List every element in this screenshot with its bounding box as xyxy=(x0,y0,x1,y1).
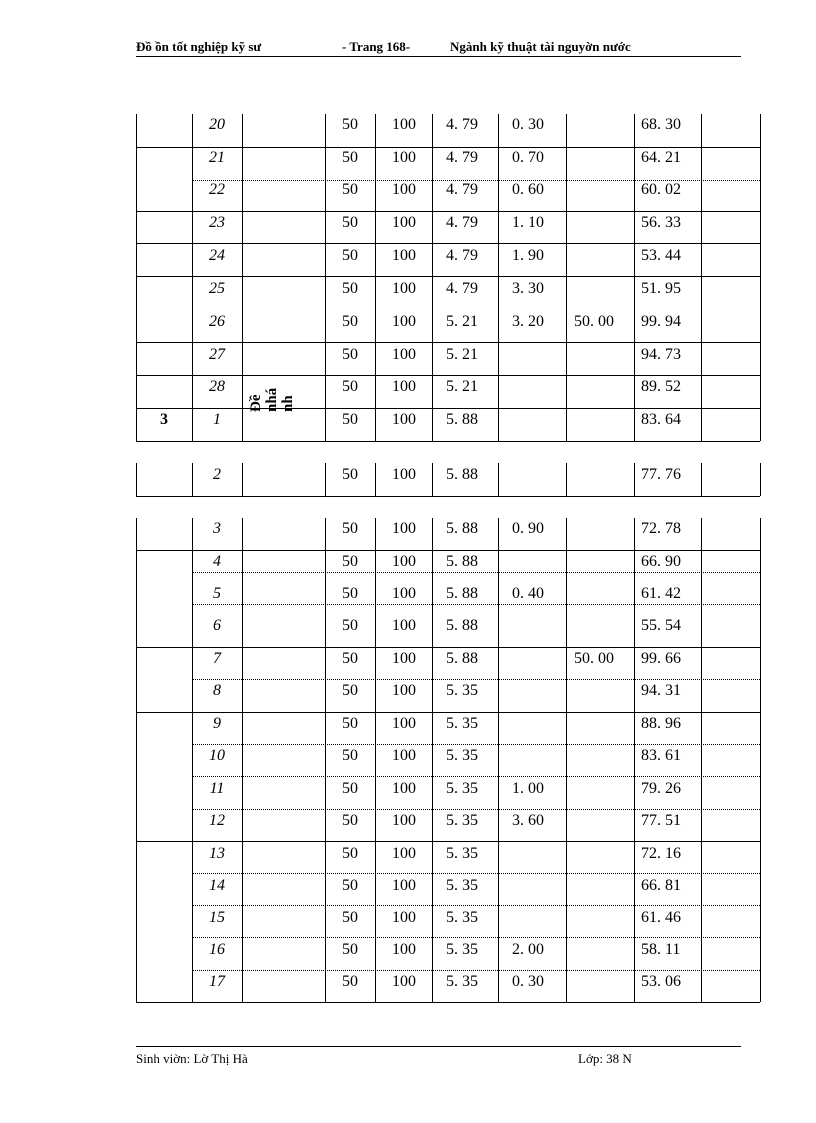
value-f-cell: 99. 94 xyxy=(641,313,681,330)
value-c-cell: 5. 35 xyxy=(446,877,478,894)
value-f-cell: 72. 78 xyxy=(641,520,681,537)
table-row xyxy=(136,465,760,485)
table-row-rule xyxy=(136,342,760,343)
value-a-cell: 50 xyxy=(342,411,358,428)
table-row xyxy=(136,681,760,701)
index-cell: 12 xyxy=(209,812,225,829)
value-e-cell: 50. 00 xyxy=(574,650,614,667)
table-row xyxy=(136,584,760,604)
value-c-cell: 5. 35 xyxy=(446,812,478,829)
table-row-rule-dotted xyxy=(192,905,760,906)
table-row xyxy=(136,213,760,233)
value-c-cell: 4. 79 xyxy=(446,181,478,198)
value-a-cell: 50 xyxy=(342,812,358,829)
table-row-rule xyxy=(136,211,760,212)
index-cell: 25 xyxy=(209,280,225,297)
value-c-cell: 5. 88 xyxy=(446,520,478,537)
index-cell: 28 xyxy=(209,378,225,395)
table-row-rule-dotted xyxy=(192,776,760,777)
table-row xyxy=(136,148,760,168)
table-row xyxy=(136,180,760,200)
table-border-line xyxy=(136,1002,760,1003)
value-a-cell: 50 xyxy=(342,247,358,264)
table-column-rule xyxy=(760,518,761,1002)
value-b-cell: 100 xyxy=(392,650,416,667)
value-c-cell: 5. 21 xyxy=(446,313,478,330)
value-a-cell: 50 xyxy=(342,346,358,363)
value-e-cell: 50. 00 xyxy=(574,313,614,330)
group-cell: 3 xyxy=(160,411,168,428)
value-c-cell: 5. 88 xyxy=(446,650,478,667)
index-cell: 6 xyxy=(213,617,221,634)
table-row-rule-dotted xyxy=(192,572,760,573)
table-row xyxy=(136,616,760,636)
value-d-cell: 0. 70 xyxy=(512,149,544,166)
index-cell: 13 xyxy=(209,845,225,862)
value-f-cell: 77. 76 xyxy=(641,466,681,483)
value-d-cell: 2. 00 xyxy=(512,941,544,958)
value-b-cell: 100 xyxy=(392,280,416,297)
table-column-rule xyxy=(760,114,761,441)
index-cell: 21 xyxy=(209,149,225,166)
index-cell: 27 xyxy=(209,346,225,363)
value-a-cell: 50 xyxy=(342,116,358,133)
index-cell: 16 xyxy=(209,941,225,958)
table-row xyxy=(136,115,760,135)
value-c-cell: 4. 79 xyxy=(446,247,478,264)
table-row-rule-dotted xyxy=(192,873,760,874)
value-f-cell: 94. 31 xyxy=(641,682,681,699)
value-a-cell: 50 xyxy=(342,181,358,198)
value-a-cell: 50 xyxy=(342,280,358,297)
value-a-cell: 50 xyxy=(342,877,358,894)
page-footer xyxy=(136,1046,741,1069)
index-cell: 9 xyxy=(213,715,221,732)
value-c-cell: 5. 88 xyxy=(446,617,478,634)
table-row-rule-dotted xyxy=(192,744,760,745)
footer-student: Sinh viờn: Lờ Thị Hà xyxy=(136,1051,248,1066)
index-cell: 20 xyxy=(209,116,225,133)
value-d-cell: 3. 30 xyxy=(512,280,544,297)
table-row xyxy=(136,279,760,299)
value-c-cell: 5. 35 xyxy=(446,973,478,990)
value-b-cell: 100 xyxy=(392,116,416,133)
value-b-cell: 100 xyxy=(392,780,416,797)
value-d-cell: 1. 00 xyxy=(512,780,544,797)
value-a-cell: 50 xyxy=(342,149,358,166)
value-a-cell: 50 xyxy=(342,682,358,699)
value-a-cell: 50 xyxy=(342,650,358,667)
table-row-rule xyxy=(136,550,760,551)
value-a-cell: 50 xyxy=(342,747,358,764)
index-cell: 8 xyxy=(213,682,221,699)
vertical-column-label xyxy=(248,376,324,412)
table-column-rule xyxy=(760,463,761,496)
value-a-cell: 50 xyxy=(342,520,358,537)
value-f-cell: 66. 90 xyxy=(641,553,681,570)
value-b-cell: 100 xyxy=(392,466,416,483)
value-b-cell: 100 xyxy=(392,378,416,395)
value-a-cell: 50 xyxy=(342,715,358,732)
value-c-cell: 5. 35 xyxy=(446,845,478,862)
value-d-cell: 0. 40 xyxy=(512,585,544,602)
value-d-cell: 1. 90 xyxy=(512,247,544,264)
value-a-cell: 50 xyxy=(342,845,358,862)
table-row-rule xyxy=(136,276,760,277)
table-row xyxy=(136,940,760,960)
table-row xyxy=(136,746,760,766)
value-b-cell: 100 xyxy=(392,585,416,602)
value-b-cell: 100 xyxy=(392,553,416,570)
value-c-cell: 5. 35 xyxy=(446,941,478,958)
value-d-cell: 3. 60 xyxy=(512,812,544,829)
table-row-rule xyxy=(136,375,760,376)
value-b-cell: 100 xyxy=(392,346,416,363)
index-cell: 11 xyxy=(209,780,225,797)
value-f-cell: 72. 16 xyxy=(641,845,681,862)
table-row-rule-dotted xyxy=(192,937,760,938)
value-c-cell: 5. 21 xyxy=(446,346,478,363)
value-d-cell: 0. 60 xyxy=(512,181,544,198)
value-c-cell: 4. 79 xyxy=(446,280,478,297)
table-row-rule xyxy=(136,408,760,409)
value-a-cell: 50 xyxy=(342,909,358,926)
table-row-rule xyxy=(136,841,760,842)
table-row xyxy=(136,844,760,864)
table-row xyxy=(136,345,760,365)
table-row-rule-dotted xyxy=(192,604,760,605)
value-f-cell: 58. 11 xyxy=(641,941,681,958)
vertical-label-text: Đề nhá nh xyxy=(248,387,296,412)
index-cell: 1 xyxy=(213,411,221,428)
value-c-cell: 5. 21 xyxy=(446,378,478,395)
value-f-cell: 99. 66 xyxy=(641,650,681,667)
value-b-cell: 100 xyxy=(392,845,416,862)
index-cell: 10 xyxy=(209,747,225,764)
table-row xyxy=(136,908,760,928)
value-b-cell: 100 xyxy=(392,617,416,634)
value-c-cell: 5. 88 xyxy=(446,553,478,570)
value-f-cell: 94. 73 xyxy=(641,346,681,363)
value-c-cell: 5. 88 xyxy=(446,411,478,428)
page-header xyxy=(136,38,741,57)
table-border-line xyxy=(136,496,760,497)
value-b-cell: 100 xyxy=(392,941,416,958)
value-a-cell: 50 xyxy=(342,553,358,570)
value-c-cell: 5. 88 xyxy=(446,585,478,602)
footer-class: Lớp: 38 N xyxy=(578,1051,632,1066)
value-a-cell: 50 xyxy=(342,973,358,990)
value-b-cell: 100 xyxy=(392,149,416,166)
index-cell: 5 xyxy=(213,585,221,602)
value-a-cell: 50 xyxy=(342,585,358,602)
value-b-cell: 100 xyxy=(392,909,416,926)
table-row xyxy=(136,519,760,539)
value-b-cell: 100 xyxy=(392,214,416,231)
value-b-cell: 100 xyxy=(392,247,416,264)
table-row xyxy=(136,312,760,332)
value-d-cell: 0. 90 xyxy=(512,520,544,537)
index-cell: 26 xyxy=(209,313,225,330)
index-cell: 22 xyxy=(209,181,225,198)
value-c-cell: 5. 35 xyxy=(446,909,478,926)
value-f-cell: 64. 21 xyxy=(641,149,681,166)
value-b-cell: 100 xyxy=(392,313,416,330)
value-b-cell: 100 xyxy=(392,520,416,537)
value-f-cell: 61. 42 xyxy=(641,585,681,602)
value-b-cell: 100 xyxy=(392,682,416,699)
value-a-cell: 50 xyxy=(342,214,358,231)
value-f-cell: 53. 44 xyxy=(641,247,681,264)
value-c-cell: 5. 35 xyxy=(446,780,478,797)
value-a-cell: 50 xyxy=(342,466,358,483)
index-cell: 7 xyxy=(213,650,221,667)
table-row xyxy=(136,377,760,397)
table-row-rule xyxy=(136,647,760,648)
value-b-cell: 100 xyxy=(392,747,416,764)
value-f-cell: 66. 81 xyxy=(641,877,681,894)
value-b-cell: 100 xyxy=(392,181,416,198)
value-f-cell: 53. 06 xyxy=(641,973,681,990)
value-f-cell: 55. 54 xyxy=(641,617,681,634)
index-cell: 23 xyxy=(209,214,225,231)
value-a-cell: 50 xyxy=(342,617,358,634)
table-row xyxy=(136,876,760,896)
value-c-cell: 5. 35 xyxy=(446,747,478,764)
value-c-cell: 5. 35 xyxy=(446,715,478,732)
value-b-cell: 100 xyxy=(392,973,416,990)
table-row-rule-dotted xyxy=(192,679,760,680)
value-d-cell: 0. 30 xyxy=(512,973,544,990)
value-f-cell: 89. 52 xyxy=(641,378,681,395)
value-f-cell: 56. 33 xyxy=(641,214,681,231)
value-f-cell: 77. 51 xyxy=(641,812,681,829)
table-row xyxy=(136,714,760,734)
value-a-cell: 50 xyxy=(342,378,358,395)
table-row xyxy=(136,246,760,266)
header-doc-title: Đồ ồn tốt nghiệp kỹ sư xyxy=(136,39,262,54)
value-b-cell: 100 xyxy=(392,812,416,829)
value-c-cell: 5. 35 xyxy=(446,682,478,699)
value-f-cell: 51. 95 xyxy=(641,280,681,297)
value-d-cell: 0. 30 xyxy=(512,116,544,133)
value-a-cell: 50 xyxy=(342,780,358,797)
index-cell: 3 xyxy=(213,520,221,537)
value-d-cell: 1. 10 xyxy=(512,214,544,231)
table-border-line xyxy=(136,441,760,442)
table-row-rule xyxy=(136,712,760,713)
value-c-cell: 5. 88 xyxy=(446,466,478,483)
index-cell: 4 xyxy=(213,553,221,570)
value-f-cell: 68. 30 xyxy=(641,116,681,133)
value-f-cell: 83. 64 xyxy=(641,411,681,428)
value-a-cell: 50 xyxy=(342,941,358,958)
value-f-cell: 83. 61 xyxy=(641,747,681,764)
table-row-rule-dotted xyxy=(192,809,760,810)
table-row-rule xyxy=(136,243,760,244)
table-row xyxy=(136,779,760,799)
value-f-cell: 79. 26 xyxy=(641,780,681,797)
table-row xyxy=(136,972,760,992)
value-f-cell: 61. 46 xyxy=(641,909,681,926)
index-cell: 24 xyxy=(209,247,225,264)
value-c-cell: 4. 79 xyxy=(446,214,478,231)
index-cell: 2 xyxy=(213,466,221,483)
value-b-cell: 100 xyxy=(392,877,416,894)
value-b-cell: 100 xyxy=(392,715,416,732)
table-row xyxy=(136,811,760,831)
index-cell: 17 xyxy=(209,973,225,990)
table-row xyxy=(136,649,760,669)
table-row-rule-dotted xyxy=(192,970,760,971)
table-row xyxy=(136,410,760,430)
value-f-cell: 88. 96 xyxy=(641,715,681,732)
value-c-cell: 4. 79 xyxy=(446,116,478,133)
value-f-cell: 60. 02 xyxy=(641,181,681,198)
value-b-cell: 100 xyxy=(392,411,416,428)
index-cell: 15 xyxy=(209,909,225,926)
value-a-cell: 50 xyxy=(342,313,358,330)
header-department: Ngành kỹ thuật tài nguyờn nước xyxy=(450,39,631,54)
value-c-cell: 4. 79 xyxy=(446,149,478,166)
table-row xyxy=(136,552,760,572)
header-page-number: - Trang 168- xyxy=(342,39,411,54)
index-cell: 14 xyxy=(209,877,225,894)
value-d-cell: 3. 20 xyxy=(512,313,544,330)
